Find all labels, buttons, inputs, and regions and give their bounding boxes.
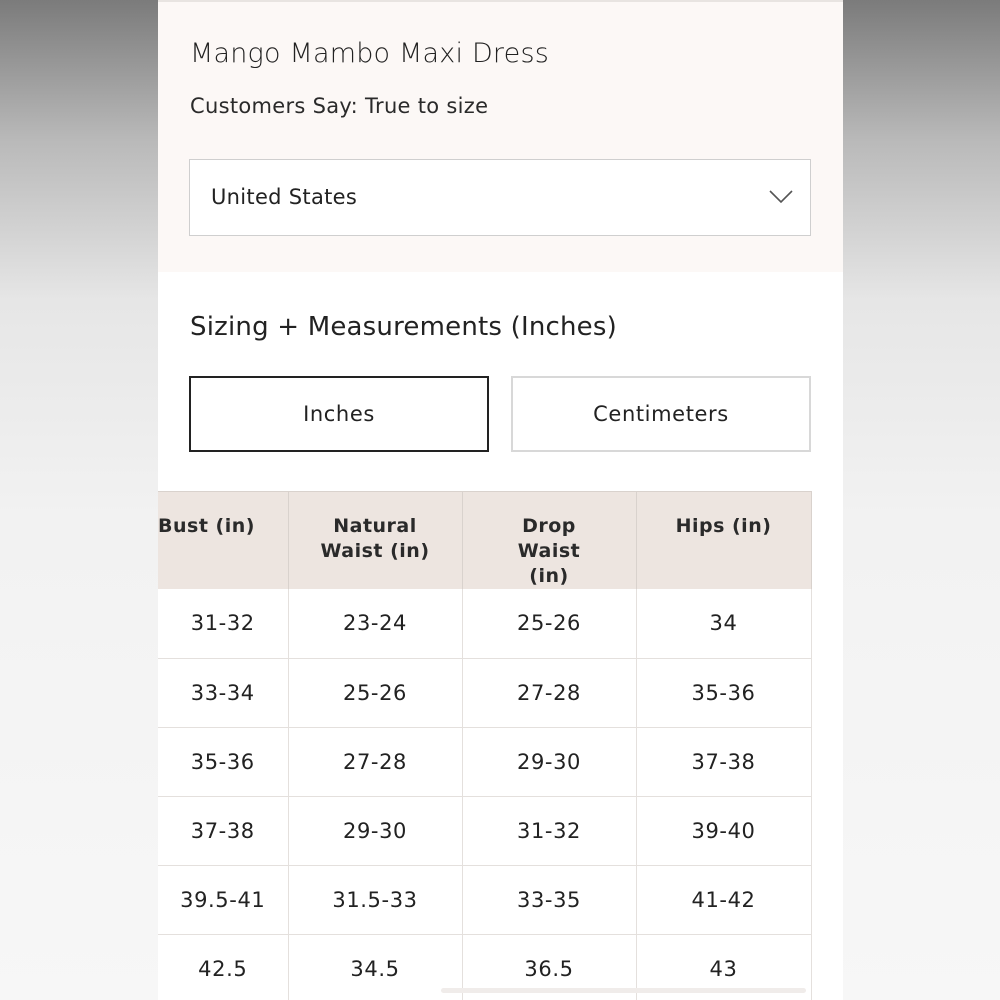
table-cell: 23-24 <box>288 589 462 658</box>
table-cell: 39-40 <box>636 796 811 865</box>
table-body <box>158 589 811 1000</box>
table-row <box>158 658 811 727</box>
table-cell: 41-42 <box>636 865 811 934</box>
table-cell: 31.5-33 <box>288 865 462 934</box>
country-select-value: United States <box>211 185 358 209</box>
header-natural-waist-label: Natural Waist (in) <box>320 515 430 562</box>
table-cell: 31-32 <box>462 796 636 865</box>
table-cell: 42.5 <box>158 934 288 1000</box>
chevron-down-icon <box>768 186 794 206</box>
table-cell: 25-26 <box>462 589 636 658</box>
table-cell: 35-36 <box>636 658 811 727</box>
table-header-row <box>158 492 811 590</box>
header-hips: Hips (in) <box>636 492 811 590</box>
table-cell: 29-30 <box>462 727 636 796</box>
product-info-section <box>158 0 843 272</box>
header-bust: Bust (in) <box>158 492 288 590</box>
table-cell: 27-28 <box>288 727 462 796</box>
header-drop-waist <box>462 492 636 590</box>
table-row <box>158 727 811 796</box>
country-select[interactable] <box>189 159 811 236</box>
table-cell: 27-28 <box>462 658 636 727</box>
table-cell: 29-30 <box>288 796 462 865</box>
table-cell: 37-38 <box>158 796 288 865</box>
size-guide-panel <box>158 0 843 1000</box>
header-natural-waist <box>288 492 462 590</box>
horizontal-scrollbar[interactable] <box>441 988 806 993</box>
table-cell: 31-32 <box>158 589 288 658</box>
table-cell: 34 <box>636 589 811 658</box>
table-cell: 36.5 <box>462 934 636 1000</box>
centimeters-toggle-button[interactable]: Centimeters <box>511 376 811 452</box>
table-cell: 39.5-41 <box>158 865 288 934</box>
table-cell: 33-34 <box>158 658 288 727</box>
product-title: Mango Mambo Maxi Dress <box>190 38 549 69</box>
fit-note: Customers Say: True to size <box>190 94 489 118</box>
size-table <box>158 491 812 1000</box>
sizing-section-title: Sizing + Measurements (Inches) <box>190 312 617 342</box>
table-cell: 35-36 <box>158 727 288 796</box>
header-drop-waist-label: Drop Waist (in) <box>517 515 581 587</box>
table-cell: 34.5 <box>288 934 462 1000</box>
size-table-container[interactable] <box>158 491 811 1000</box>
table-row <box>158 865 811 934</box>
table-cell: 25-26 <box>288 658 462 727</box>
table-row <box>158 796 811 865</box>
table-cell: 33-35 <box>462 865 636 934</box>
table-row <box>158 589 811 658</box>
table-cell: 43 <box>636 934 811 1000</box>
table-cell: 37-38 <box>636 727 811 796</box>
inches-toggle-button[interactable]: Inches <box>189 376 489 452</box>
